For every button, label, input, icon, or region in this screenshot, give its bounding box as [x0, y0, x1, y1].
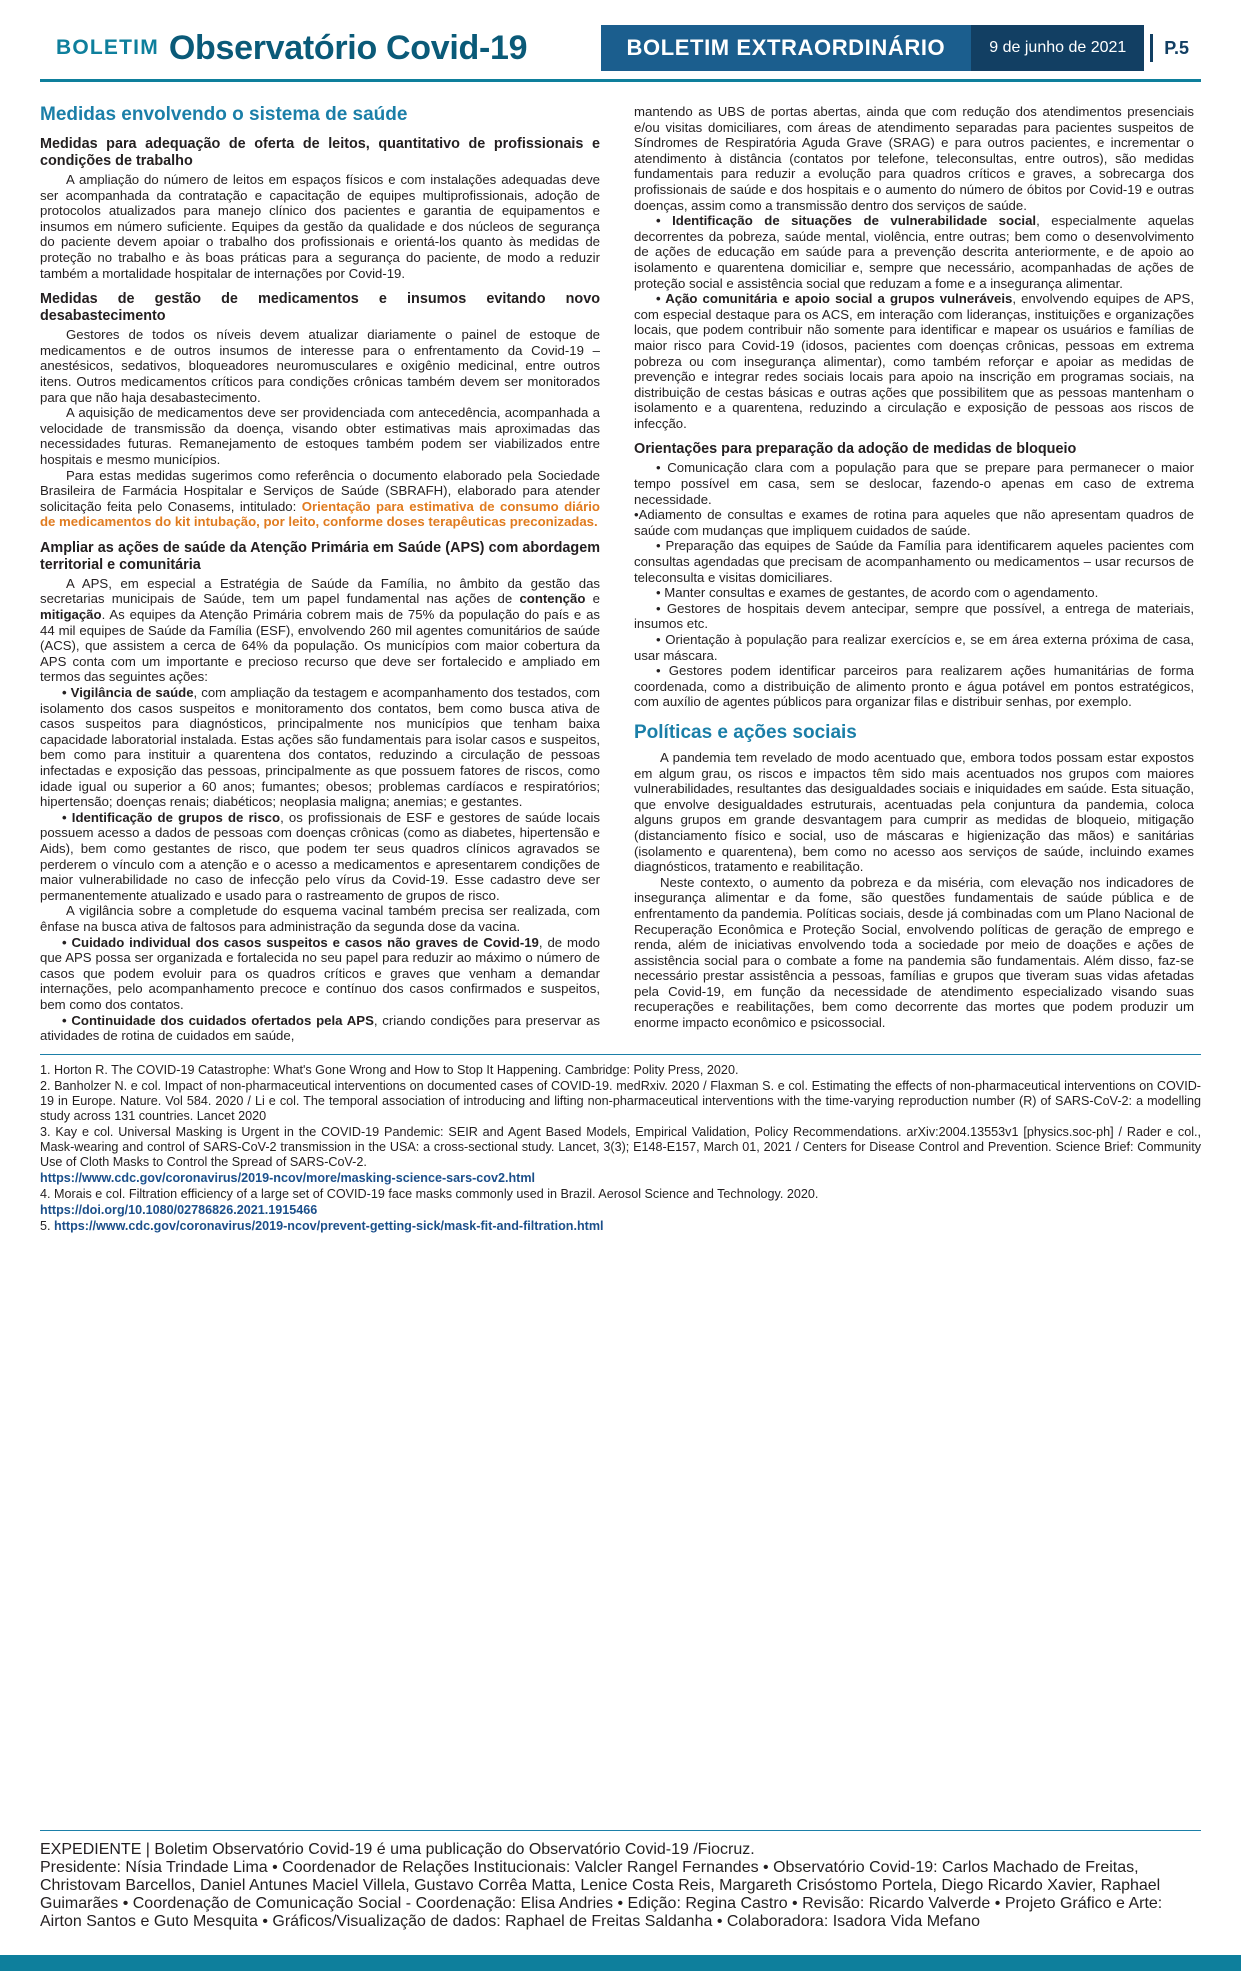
reference-item: 2. Banholzer N. e col. Impact of non-pharmaceutical interventions on documented cases of COVID-19. medRxiv. 2020 / Flaxman S. e col. Estimating the effects of non-pharmaceutical interventions on COVID-19 in Europe. Nature. Vol 584. 2020 / Li e col. The temporal association of introducing and lifting non-pharmaceutical interventions with the time-varying reproduction number (R) of SARS-CoV-2: a modelling study across 131 countries. Lancet 2020 — [40, 1078, 1201, 1123]
bullet-vigilancia-label: • Vigilância de saúde — [62, 685, 194, 701]
subheading-bloqueio: Orientações para preparação da adoção de medidas de bloqueio — [634, 441, 1077, 458]
reference-item-5 — [40, 1219, 1201, 1234]
paragraph-vacinacao: A vigilância sobre a completude do esquema vacinal também precisa ser realizada, com ênfase na busca ativa de faltosos para administração da segunda dose da vacina. — [40, 903, 600, 934]
bullet-acoes-humanitarias: • Gestores podem identificar parceiros para realizarem ações humanitárias de forma coordenada, como a distribuição de alimento pronto e água potável em pontos estratégicos, com auxílio de agentes públicos para organizar filas e distribuir senhas, por exemplo. — [634, 663, 1194, 710]
publication-title: Observatório Covid-19 — [168, 28, 528, 67]
right-column — [634, 104, 1194, 1044]
extraordinary-badge: BOLETIM EXTRAORDINÁRIO — [601, 25, 972, 71]
paragraph-pandemia-desigualdades: A pandemia tem revelado de modo acentuado que, embora todos possam estar expostos em algum grau, os riscos e impactos têm sido mais acentuados nos grupos com maiores vulnerabilidades, resultantes das desigualdades sociais e iniquidades em saúde. Esta situação, que envolve desigualdades estruturais, acentuadas pela conjuntura da pandemia, coloca alguns grupos em grande desvantagem para cumprir as medidas de bloqueio, mitigação (distanciamento físico e social, uso de máscaras e higienização das mãos) e sanitárias (isolamento e quarentena), bem como no acesso aos serviços de saúde, incluindo exames diagnósticos, tratamento e reabilitação. — [634, 749, 1194, 875]
subheading-beds: Medidas para adequação de oferta de leitos, quantitativo de profissionais e condições de trabalho — [40, 136, 600, 169]
header-badges — [601, 25, 1201, 71]
bullet-acao-comunitaria-label: • Ação comunitária e apoio social a grupos vulneráveis — [656, 291, 1013, 307]
reference-item: 1. Horton R. The COVID-19 Catastrophe: What's Gone Wrong and How to Stop It Happening. Cambridge: Polity Press, 2020. — [40, 1062, 739, 1077]
bullet-gestantes: • Manter consultas e exames de gestantes, de acordo com o agendamento. — [656, 585, 1099, 601]
paragraph-beds: A ampliação do número de leitos em espaços físicos e com instalações adequadas deve ser acompanhada da contratação e capacitação de equipes multiprofissionais, adoção de protocolos atualizados para manejo clínico dos pacientes e garantia de equipamentos e insumos em número suficiente. Equipes da gestão da qualidade e dos núcleos de segurança do paciente devem apoiar o trabalho dos profissionais e orientá-los quanto às medidas de proteção no trabalho e às boas práticas para a segurança do paciente, de modo a reduzir também a mortalidade hospitalar de internações por Covid-19. — [40, 172, 600, 281]
paragraph-continuation: mantendo as UBS de portas abertas, ainda que com redução dos atendimentos presenciais e/ou visitas domiciliares, com áreas de atendimento separadas para pacientes suspeitos de Síndromes de Respiratória Aguda Grave (SRAG) e para outros pacientes, e incrementar o atendimento à distância (contatos por telefone, teleconsultas, entre outros), são medidas fundamentais para reduzir a evolução para quadros críticos e graves, a sobrecarga dos profissionais de saúde e dos hospitais e o aumento do número de óbitos por Covid-19 e outras doenças, assim como a transmissão dentro dos serviços de saúde. — [634, 104, 1194, 213]
paragraph-pobreza: Neste contexto, o aumento da pobreza e da miséria, com elevação nos indicadores de insegurança alimentar e da fome, são questões fundamentais de saúde pública e de enfrentamento da pandemia. Políticas sociais, desde já combinadas com um Plano Nacional de Recuperação Econômica e Proteção Social, envolvendo políticas de geração de emprego e renda, além de iniciativas envolvendo toda a sociedade por meio de doações e ações de assistência social para o combate a fome na pandemia são fundamentais. Além disso, faz-se necessário prestar assistência a pessoas, famílias e grupos que tiveram suas vidas afetadas pela Covid-19, em função da necessidade de atendimento especializado visando suas recuperações e reabilitações, bem como decorrente das mortes que podem produzir um enorme impacto econômico e psicossocial. — [634, 874, 1194, 1031]
section-heading-health-system: Medidas envolvendo o sistema de saúde — [40, 104, 408, 125]
bullet-acao-comunitaria-text: , envolvendo equipes de APS, com especial destaque para os ACS, em interação com lideranças, instituições e organizações locais, que podem contribuir não somente para identificar e mapear os usuários e famílias de maior risco para Covid-19 (idosos, pacientes com doenças crônicas, pessoas em extrema pobreza ou com insegurança alimentar), como também reforçar e apoiar as medidas de prevenção e integrar redes sociais locais para apoio na inscrição em programas sociais, na distribuição de cestas básicas e outras ações que possibilitem que as pessoas mantenham o isolamento e a quarentena, reduzindo a circulação e exposição de pessoas aos riscos de infecção. — [634, 291, 1194, 431]
bullet-continuidade — [40, 1013, 600, 1044]
left-column — [40, 104, 600, 1044]
reference-link[interactable]: https://doi.org/10.1080/02786826.2021.1915466 — [40, 1202, 318, 1217]
document-page — [0, 22, 1241, 1971]
aps-bold-mitigacao: mitigação — [40, 607, 102, 623]
footer-divider — [40, 1830, 1201, 1831]
paragraph-aps — [40, 576, 600, 685]
bullet-cuidado-individual — [40, 935, 600, 1013]
bullet-vulnerabilidade-label: • Identificação de situações de vulnerabilidade social — [656, 213, 1037, 229]
reference-link[interactable]: https://www.cdc.gov/coronavirus/2019-ncov/more/masking-science-sars-cov2.html — [40, 1170, 536, 1185]
header-divider — [40, 79, 1201, 82]
bullet-comunicacao: • Comunicação clara com a população para que se prepare para permanecer o maior tempo possível em casa, sem se deslocar, fazendo-o apenas em caso de extrema necessidade. — [634, 460, 1194, 507]
reference-link[interactable]: https://www.cdc.gov/coronavirus/2019-ncov/prevent-getting-sick/mask-fit-and-filtration.html — [54, 1218, 604, 1233]
subheading-aps: Ampliar as ações de saúde da Atenção Primária em Saúde (APS) com abordagem territorial e comunitária — [40, 539, 600, 573]
paragraph-acquisition: A aquisição de medicamentos deve ser providenciada com antecedência, acompanhada a velocidade de transmissão da doença, visando obter estimativas mais aproximadas das necessidades futuras. Remanejamento de estoques também podem ser viabilizados entre hospitais e mesmo municípios. — [40, 405, 600, 467]
aps-text-a: A APS, em especial a Estratégia de Saúde da Família, no âmbito da gestão das secretarias municipais de Saúde, tem um papel fundamental nas ações de — [40, 575, 600, 607]
sbrafh-document-title: Orientação para estimativa de consumo diário de medicamentos do kit intubação, por leito, conforme doses terapêuticas preconizadas. — [40, 498, 600, 530]
date-badge: 9 de junho de 2021 — [971, 25, 1144, 71]
footer-credits: Presidente: Nísia Trindade Lima • Coordenador de Relações Institucionais: Valcler Rangel Fernandes • Observatório Covid-19: Carlos Machado de Freitas, Christovam Barcellos, Daniel Antunes Maciel Villela, Gustavo Corrêa Matta, Lenice Costa Reis, Margareth Crisóstomo Portela, Diego Ricardo Xavier, Raphael Guimarães • Coordenação de Comunicação Social - Coordenação: Elisa Andries • Edição: Regina Castro • Revisão: Ricardo Valverde • Projeto Gráfico e Arte: Airton Santos e Guto Mesquita • Gráficos/Visualização de dados: Raphael de Freitas Saldanha • Colaboradora: Isadora Vida Mefano — [40, 1859, 1163, 1930]
reference-item: 4. Morais e col. Filtration efficiency of a large set of COVID-19 face masks commonly used in Brazil. Aerosol Science and Technology. 2020. — [40, 1186, 819, 1201]
boletim-label: BOLETIM — [56, 36, 159, 59]
bullet-vigilancia — [40, 685, 600, 810]
section-heading-politicas-sociais: Políticas e ações sociais — [634, 721, 857, 743]
bullet-continuidade-label: • Continuidade dos cuidados ofertados pela APS — [62, 1012, 374, 1028]
aps-text-b: . As equipes da Atenção Primária cobrem mais de 75% da população do país e as 44 mil equipes de Saúde da Família (ESF), envolvendo 260 mil agentes comunitários de saúde (ACS), que assistem a cerca de 64% da população. Os municípios com maior cobertura da APS conta com um importante e precioso recurso que deve ser fortalecido e ampliado em termos das seguintes ações: — [40, 607, 600, 685]
aps-bold-contencao: contenção — [519, 591, 586, 607]
bullet-exercicios: • Orientação à população para realizar exercícios e, se em área externa próxima de casa, usar máscara. — [634, 632, 1194, 663]
page-footer — [0, 1816, 1241, 1971]
footer-expediente — [40, 1841, 1201, 1859]
bullet-vigilancia-text: , com ampliação da testagem e acompanhamento dos testados, com isolamento dos casos suspeitos e monitoramento dos contatos, bem como busca ativa de casos suspeitos para diagnósticos, principalmente nos municípios que tenham baixa capacidade laboratorial instalada. Estas ações são fundamentais para isolar casos e suspeitos, bem como para instituir a quarentena dos contatos, reduzindo a circulação de pessoas infectadas e exposição das pessoas, principalmente as que possuem fatores de riscos, como idade igual ou superior a 60 anos; fumantes; obesos; problemas cardíacos e respiratórios; hipertensão; doenças renais; diabéticos; neoplasia maligna; anemias; e gestantes. — [40, 685, 600, 810]
references-list — [40, 1054, 1201, 1234]
subheading-medicines: Medidas de gestão de medicamentos e insumos evitando novo desabastecimento — [40, 291, 600, 325]
reference-item: 3. Kay e col. Universal Masking is Urgent in the COVID-19 Pandemic: SEIR and Agent Based Models, Empirical Validation, Policy Recommendations. arXiv:2004.13553v1 [physics.soc-ph] / Rader e col., Mask-wearing and control of SARS-CoV-2 transmission in the USA: a cross-sectional study. Lancet, 3(3); E148-E157, March 01, 2021 / Centers for Disease Control and Prevention. Science Brief: Community Use of Cloth Masks to Control the Spread of SARS-CoV-2. — [40, 1124, 1201, 1169]
page-number-badge: P.5 — [1144, 25, 1201, 71]
bullet-vulnerabilidade-text: , especialmente aquelas decorrentes da pobreza, saúde mental, violência, entre outras; bem como o desenvolvimento de ações de educação em saúde para a prevenção descrita anteriormente, e de apoio ao isolamento e quarentena domiciliar e, sempre que necessário, acompanhadas de ações de proteção social e assistência social que reduzam a fome e a insegurança alimentar. — [634, 213, 1194, 291]
footer-expediente-label: EXPEDIENTE | — [40, 1841, 150, 1858]
bullet-preparacao-equipes: • Preparação das equipes de Saúde da Família para identificarem aqueles pacientes com consultas agendadas que precisam de acompanhamento ou medicamentos – usar recursos de teleconsulta e visitas domiciliares. — [634, 538, 1194, 585]
paragraph-sbrafh — [40, 468, 600, 530]
bullet-acao-comunitaria — [634, 291, 1194, 431]
bullet-grupos-risco-label: • Identificação de grupos de risco — [62, 809, 281, 825]
bullet-adiamento: •Adiamento de consultas e exames de rotina para aqueles que não apresentam quadros de saúde com mudanças que impliquem cuidados de saúde. — [634, 507, 1194, 538]
bullet-cuidado-individual-label: • Cuidado individual dos casos suspeitos e casos não graves de Covid-19 — [62, 934, 539, 950]
paragraph-sbrafh-text: Para estas medidas sugerimos como referência o documento elaborado pela Sociedade Brasileira de Farmácia Hospitalar e Serviços de Saúde (SBRAFH), elaborado para atender solicitação feita pelo Conasems, intitulado: — [40, 467, 600, 514]
header-brand — [40, 29, 527, 68]
footer-expediente-text: Boletim Observatório Covid-19 é uma publicação do Observatório Covid-19 /Fiocruz. — [149, 1841, 755, 1858]
page-header — [40, 22, 1201, 88]
reference-number: 5. — [40, 1218, 55, 1233]
bullet-cuidado-individual-text: , de modo que APS possa ser organizada e fortalecida no seu papel para reduzir ao máximo o número de casos que podem evoluir para os quadros críticos e graves que venham a demandar internações, pelo acompanhamento precoce e contínuo dos casos confirmados e suspeitos, bem como dos contatos. — [40, 934, 600, 1012]
bullet-vulnerabilidade — [634, 213, 1194, 291]
bullet-grupos-risco — [40, 810, 600, 904]
paragraph-stock: Gestores de todos os níveis devem atualizar diariamente o painel de estoque de medicamentos e de outros insumos de interesse para o enfrentamento da Covid-19 – anestésicos, sedativos, bloqueadores neuromusculares e oxigênio medicinal, entre outros itens. Outros medicamentos críticos para condições crônicas também devem ser monitorados para que não haja desabastecimento. — [40, 327, 600, 405]
aps-text-and: e — [585, 591, 601, 607]
bullet-grupos-risco-text: , os profissionais de ESF e gestores de saúde locais possuem acesso a dados de pessoas com doenças crônicas (como as diabetes, hipertensão e Aids), bem como gestantes de risco, que podem ter seus quadros clínicos agravados se perderem o vínculo com a atenção e o acesso a medicamentos e apresentarem condições de maior vulnerabilidade no caso de infecção pelo vírus da Covid-19. Esse cadastro deve ser permanentemente atualizado e usado para o rastreamento de grupos de risco. — [40, 809, 600, 903]
footer-color-band — [0, 1955, 1241, 1971]
article-body — [40, 104, 1201, 1044]
bullet-continuidade-text: , criando condições para preservar as atividades de rotina de cuidados em saúde, — [40, 1012, 601, 1044]
bullet-hospitais: • Gestores de hospitais devem antecipar, sempre que possível, a entrega de materiais, insumos etc. — [634, 600, 1194, 632]
